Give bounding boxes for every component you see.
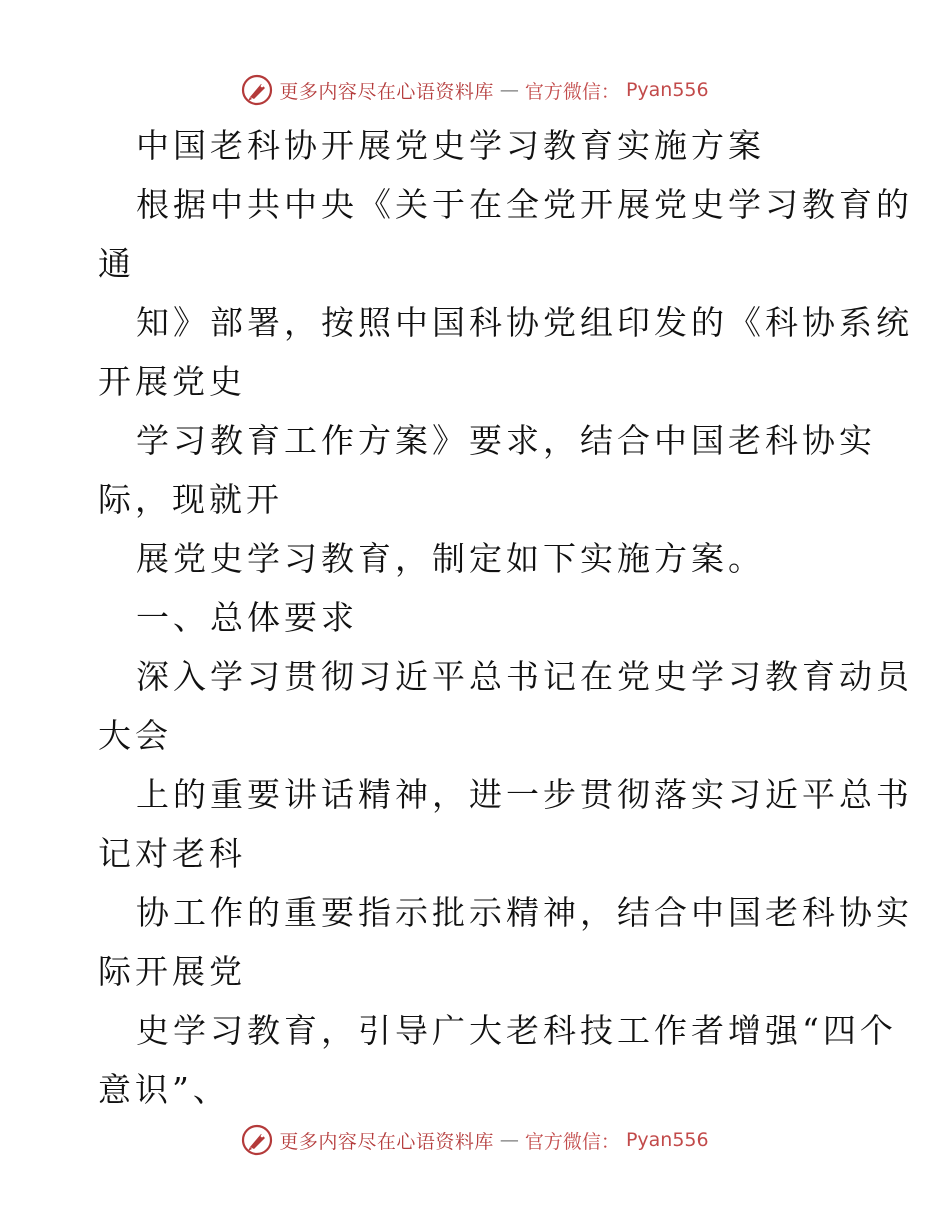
banner-separator: — [499, 79, 519, 101]
banner-text: 更多内容尽在心语资料库 [279, 1130, 494, 1153]
header-banner [0, 70, 950, 110]
text-line: 际，现就开 [98, 480, 283, 519]
text-line: 协工作的重要指示批示精神，结合中国老科协实 [136, 893, 913, 932]
footer-banner [0, 1120, 950, 1160]
text-line: 展党史学习教育，制定如下实施方案。 [136, 539, 765, 578]
text-line: 深入学习贯彻习近平总书记在党史学习教育动员 [136, 657, 913, 696]
banner-text: 更多内容尽在心语资料库 [279, 80, 494, 103]
text-line: 际开展党 [98, 952, 246, 991]
pen-nib-logo-icon [241, 74, 273, 106]
text-line: 大会 [98, 716, 172, 755]
banner-wechat-label: 官方微信： [524, 1130, 620, 1153]
banner-wechat-label: 官方微信： [524, 80, 620, 103]
text-line: 史学习教育，引导广大老科技工作者增强“四个 [136, 1011, 897, 1050]
banner-wechat-id: Pyan556 [625, 1129, 709, 1151]
pen-nib-logo-icon [241, 1124, 273, 1156]
text-line: 开展党史 [98, 362, 246, 401]
text-line: 上的重要讲话精神，进一步贯彻落实习近平总书 [136, 775, 913, 814]
text-line: 意识”、 [98, 1070, 230, 1109]
banner-wechat-id: Pyan556 [625, 79, 709, 101]
text-line: 通 [98, 244, 135, 283]
text-line: 根据中共中央《关于在全党开展党史学习教育的 [136, 185, 913, 224]
text-line: 记对老科 [98, 834, 246, 873]
document-title: 中国老科协开展党史学习教育实施方案 [136, 126, 765, 165]
banner-separator: — [499, 1129, 519, 1151]
text-line: 学习教育工作方案》要求，结合中国老科协实 [136, 421, 876, 460]
section-heading: 一、总体要求 [136, 598, 358, 637]
text-line: 知》部署，按照中国科协党组印发的《科协系统 [136, 303, 913, 342]
